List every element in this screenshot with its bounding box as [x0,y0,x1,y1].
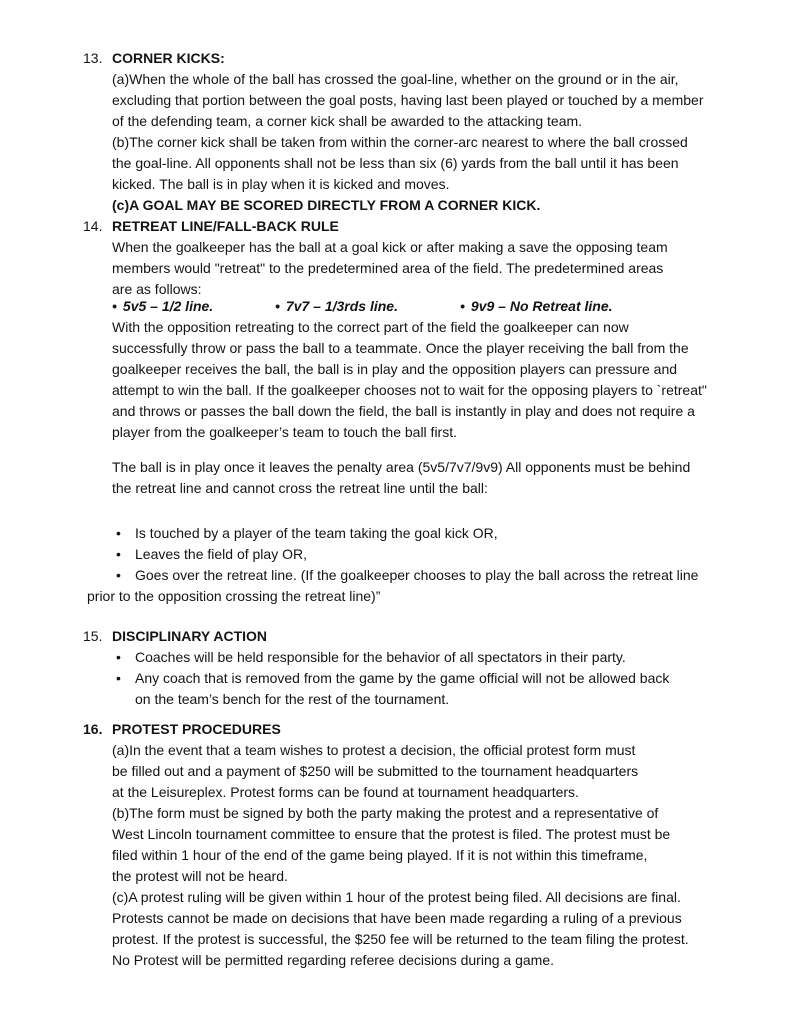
retreat-option-label: 9v9 – No Retreat line. [470,298,613,314]
list-item [112,647,791,668]
text-line: (a)When the whole of the ball has crossed the goal-line, whether on the ground or in the air, [112,71,679,87]
text-line: are as follows: [112,281,202,297]
section-title: DISCIPLINARY ACTION [112,628,268,644]
text-line: West Lincoln tournament committee to ensure that the protest is filed. The protest must be [112,826,671,842]
retreat-option-5v5 [112,296,275,317]
text-line: (b)The form must be signed by both the party making the protest and a representative of [112,805,659,821]
text-line: of the defending team, a corner kick shall be awarded to the attacking team. [112,113,583,129]
section-body [112,740,791,950]
list-item-text: Any coach that is removed from the game by the game official will not be allowed back [135,670,670,686]
section-heading [83,216,791,237]
bullet-icon: • [116,670,121,686]
conditions-list [87,523,791,607]
text-line: members would "retreat" to the predetermined area of the field. The predetermined areas [112,260,664,276]
section-number: 14. [83,218,103,234]
section-15-disciplinary-action [83,626,791,710]
text-line: protest. If the protest is successful, the $250 fee will be returned to the team filing the protest. [112,931,689,947]
bullet-icon: • [460,298,465,314]
list-item [112,565,791,586]
text-line-emphasis: (c)A GOAL MAY BE SCORED DIRECTLY FROM A CORNER KICK. [112,197,541,213]
text-line: The ball is in play once it leaves the penalty area (5v5/7v7/9v9) All opponents must be behind [112,459,691,475]
section-number: 15. [83,628,103,644]
list-item-text: Goes over the retreat line. (If the goalkeeper chooses to play the ball across the retreat line [135,567,699,583]
section-body [112,647,791,710]
text-line: successfully throw or pass the ball to a teammate. Once the player receiving the ball from the [112,340,689,356]
text-line: the retreat line and cannot cross the retreat line until the ball: [112,480,488,496]
bullet-icon: • [116,649,121,665]
bullet-icon: • [116,546,121,562]
section-title: CORNER KICKS: [112,50,225,66]
section-title: PROTEST PROCEDURES [112,721,281,737]
section-heading [83,719,791,740]
text-line: (b)The corner kick shall be taken from within the corner-arc nearest to where the ball crossed [112,134,688,150]
section-number: 13. [83,50,103,66]
list-item-overflow: prior to the opposition crossing the retreat line)” [87,588,381,604]
section-number: 16. [83,721,103,737]
text-line: attempt to win the ball. If the goalkeeper chooses not to wait for the opposing players to `retreat" [112,382,707,398]
text-line: With the opposition retreating to the correct part of the field the goalkeeper can now [112,319,629,335]
text-line: at the Leisureplex. Protest forms can be found at tournament headquarters. [112,784,579,800]
retreat-option-label: 7v7 – 1/3rds line. [285,298,398,314]
text-line: Protests cannot be made on decisions that have been made regarding a ruling of a previous [112,910,682,926]
section-title: RETREAT LINE/FALL-BACK RULE [112,218,339,234]
text-line: When the goalkeeper has the ball at a goal kick or after making a save the opposing team [112,239,668,255]
text-line: excluding that portion between the goal posts, having last been played or touched by a member [112,92,704,108]
list-item-text: Coaches will be held responsible for the behavior of all spectators in their party. [135,649,626,665]
text-line: kicked. The ball is in play when it is kicked and moves. [112,176,450,192]
list-item-text: Is touched by a player of the team taking the goal kick OR, [135,525,498,541]
bullet-icon: • [275,298,280,314]
text-line: the goal-line. All opponents shall not be less than six (6) yards from the ball until it has been [112,155,679,171]
list-item [112,523,791,544]
text-line: the protest will not be heard. [112,868,288,884]
text-line: filed within 1 hour of the end of the game being played. If it is not within this timeframe, [112,847,648,863]
paragraph [112,457,791,499]
section-body [112,69,791,216]
text-line: (c)A protest ruling will be given within 1 hour of the protest being filed. All decisions are final. [112,889,681,905]
retreat-option-label: 5v5 – 1/2 line. [122,298,214,314]
bullet-icon: • [116,525,121,541]
paragraph [112,317,791,443]
section-body [87,237,791,607]
text-line: and throws or passes the ball down the field, the ball is instantly in play and does not require a [112,403,695,419]
list-item-text: Leaves the field of play OR, [135,546,307,562]
text-line: goalkeeper receives the ball, the ball is in play and the opposition players can pressure and [112,361,678,377]
section-13-corner-kicks [83,48,791,216]
bullet-icon: • [112,298,117,314]
closing-note: No Protest will be permitted regarding referee decisions during a game. [112,952,555,968]
text-line: player from the goalkeeper’s team to touch the ball first. [112,424,457,440]
text-line: be filled out and a payment of $250 will be submitted to the tournament headquarters [112,763,639,779]
retreat-option-7v7 [275,296,460,317]
text-line: (a)In the event that a team wishes to protest a decision, the official protest form must [112,742,636,758]
bullet-icon: • [116,567,121,583]
list-item [112,668,791,689]
list-item-overflow: on the team’s bench for the rest of the tournament. [135,691,450,707]
section-16-protest-procedures [83,719,791,950]
list-item [112,544,791,565]
retreat-option-9v9 [460,296,613,317]
section-heading [83,626,791,647]
section-14-retreat-line [83,216,791,607]
section-heading [83,48,791,69]
retreat-options-row [112,296,791,317]
